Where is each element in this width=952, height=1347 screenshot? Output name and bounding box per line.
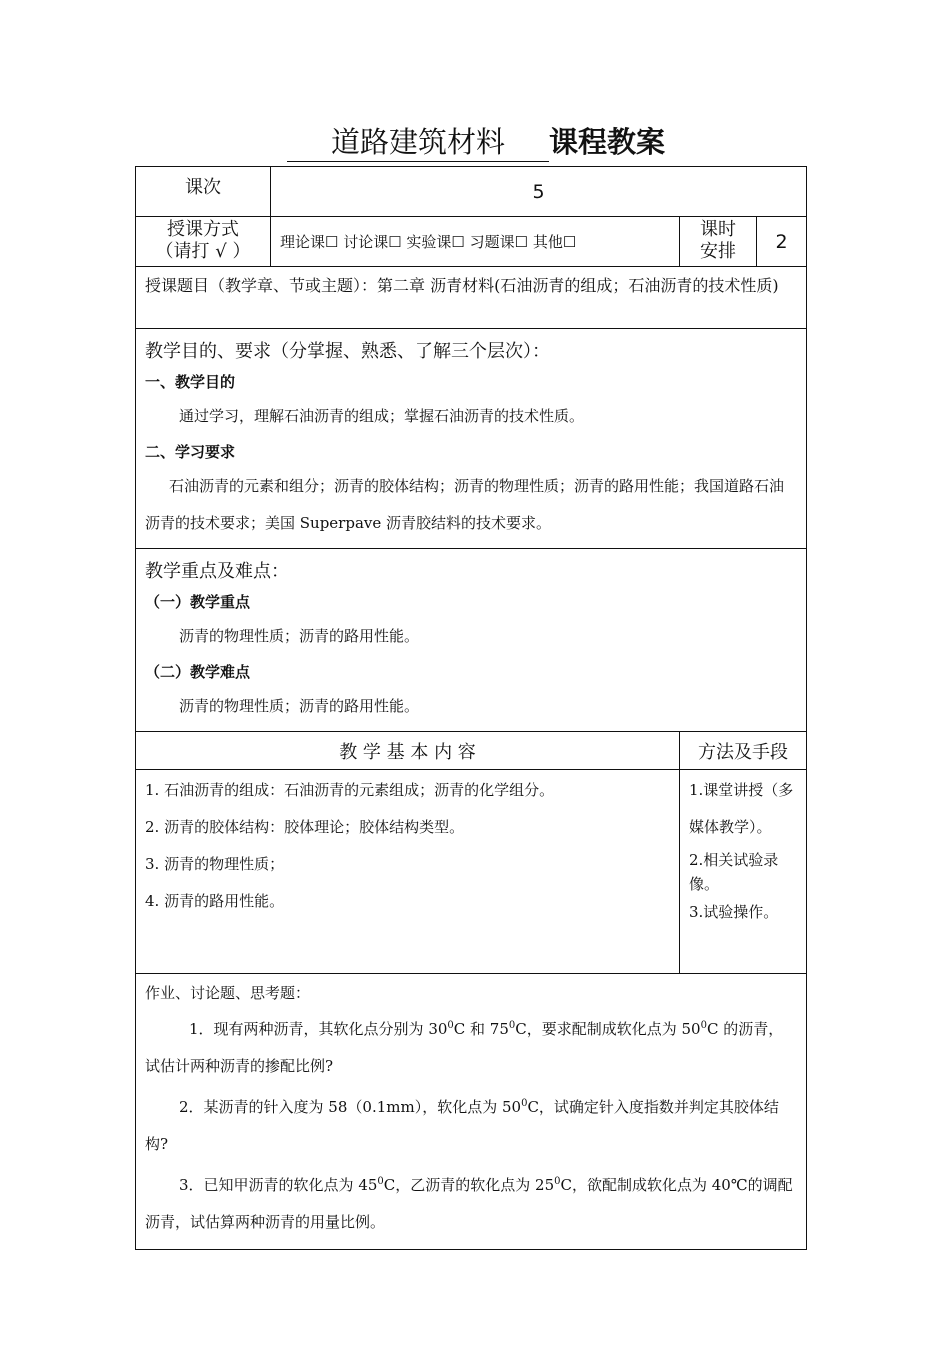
- objectives-text-2: 石油沥青的元素和组分；沥青的胶体结构；沥青的物理性质；沥青的路用性能；我国道路石油沥青的技术要求；美国 Superpave 沥青胶结料的技术要求。: [145, 477, 785, 532]
- content-header: 教 学 基 本 内 容: [339, 741, 476, 763]
- keypoints-subheading-1: （一）教学重点: [145, 593, 251, 611]
- session-label: 课次: [185, 177, 221, 198]
- teaching-mode-hint: （请打 √ ）: [155, 241, 251, 262]
- objectives-row: [136, 329, 807, 549]
- title-suffix: 课程教案: [549, 125, 666, 159]
- method-2: 2.相关试验录像。: [689, 851, 779, 893]
- objectives-heading: 教学目的、要求（分掌握、熟悉、了解三个层次）：: [145, 341, 550, 362]
- teaching-mode-label: 授课方式: [167, 219, 239, 240]
- homework-question-1: 1．现有两种沥青，其软化点分别为 $30^0C$ 和 $75^0C$，要求配制成软化点为 $50^0C$ 的沥青，试估计两种沥青的掺配比例?: [145, 1020, 784, 1075]
- content-header-row: [136, 732, 807, 770]
- homework-question-2: 2．某沥青的针入度为 58（0.1mm），软化点为 $50^0C$，试确定针入度指数并判定其胶体结构?: [145, 1098, 779, 1153]
- content-row: [136, 770, 807, 974]
- teaching-mode-options: 理论课☐ 讨论课☐ 实验课☐ 习题课☐ 其他☐: [280, 233, 577, 251]
- hours-value: 2: [775, 230, 788, 253]
- content-item: 3. 沥青的物理性质；: [145, 855, 285, 873]
- hours-label-1: 课时: [700, 219, 736, 240]
- keypoints-row: [136, 549, 807, 732]
- session-number: 5: [532, 180, 545, 203]
- objectives-text-1: 通过学习，理解石油沥青的组成；掌握石油沥青的技术性质。: [179, 407, 585, 425]
- homework-row: [136, 974, 807, 1250]
- page-title: [0, 120, 952, 162]
- content-item: 2. 沥青的胶体结构：胶体理论；胶体结构类型。: [145, 818, 465, 836]
- objectives-subheading-1: 一、教学目的: [145, 373, 236, 391]
- method-1-line-2: 媒体教学）。: [689, 818, 772, 836]
- content-item: 4. 沥青的路用性能。: [145, 892, 285, 910]
- keypoints-subheading-2: （二）教学难点: [145, 663, 251, 681]
- keypoints-text-2: 沥青的物理性质；沥青的路用性能。: [179, 697, 420, 715]
- objectives-subheading-2: 二、学习要求: [145, 443, 236, 461]
- teaching-mode-row: [136, 217, 807, 267]
- session-row: [136, 167, 807, 217]
- methods-header: 方法及手段: [698, 741, 788, 763]
- keypoints-text-1: 沥青的物理性质；沥青的路用性能。: [179, 627, 420, 645]
- topic-row: [136, 267, 807, 329]
- content-item: 1. 石油沥青的组成：石油沥青的元素组成；沥青的化学组分。: [145, 781, 555, 799]
- hours-label-2: 安排: [700, 241, 736, 262]
- method-1-line-1: 1.课堂讲授（多: [689, 781, 794, 799]
- lesson-plan-table: [135, 166, 807, 1250]
- homework-question-3: 3．已知甲沥青的软化点为 $45^0C$，乙沥青的软化点为 $25^0C$，欲配制成软化点为 40℃的调配沥青，试估算两种沥青的用量比例。: [145, 1176, 793, 1231]
- method-3: 3.试验操作。: [689, 903, 779, 921]
- homework-heading: 作业、讨论题、思考题：: [145, 984, 311, 1002]
- lesson-topic: 授课题目（教学章、节或主题）：第二章 沥青材料(石油沥青的组成；石油沥青的技术性质): [145, 276, 779, 295]
- keypoints-heading: 教学重点及难点：: [145, 561, 289, 582]
- course-name: 道路建筑材料: [287, 120, 549, 162]
